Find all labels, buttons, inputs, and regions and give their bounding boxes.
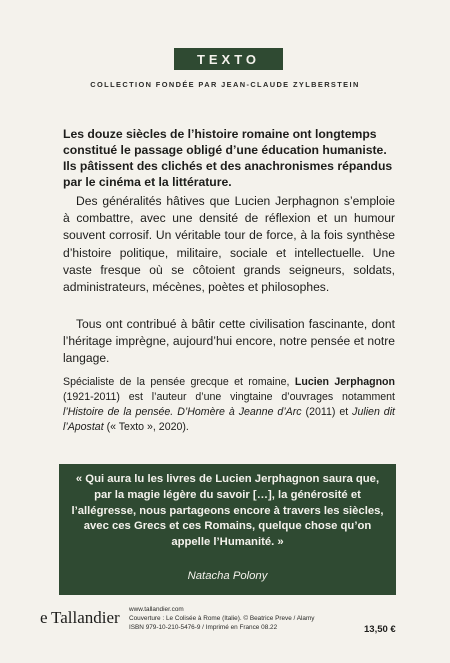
book-title-1: l’Histoire de la pensée. D’Homère à Jeanne d’Arc (63, 406, 302, 418)
bio-text-3: (2011) et (301, 406, 353, 418)
publisher-website: www.tallandier.com (129, 606, 184, 613)
publisher-mark-icon: e (40, 608, 48, 627)
price-tag: 13,50 € (364, 624, 396, 635)
author-bio (63, 375, 395, 435)
isbn-line: ISBN 979-10-210-5476-9 / Imprimé en France 08.22 (129, 624, 278, 632)
bio-text-2: (1921-2011) est l’auteur d’une vingtaine d’ouvrages notamment (63, 391, 395, 403)
quote-text: « Qui aura lu les livres de Lucien Jerphagnon saura que, par la magie légère du savoir […], la générosité et l’allégresse, nous partageons encore à travers les siècles, avec ces Grecs et ces Romains, quelque chose qu’on appelle l’Humanité. » (71, 473, 384, 549)
lead-paragraph: Les douze siècles de l’histoire romaine ont longtemps constitué le passage obligé d’une éducation humaniste. Ils pâtissent des clichés et des anachronismes répandus par le cinéma et la littérature. (63, 127, 393, 189)
publisher-name: Tallandier (51, 608, 120, 627)
quote-author: Natacha Polony (187, 570, 268, 582)
body-paragraph-2: Tous ont contribué à bâtir cette civilisation fascinante, dont l’héritage imprègne, aujourd’hui encore, notre pensée et notre langage. (63, 317, 395, 366)
publisher-logo (40, 608, 120, 628)
body-paragraph-1: Des généralités hâtives que Lucien Jerphagnon s’emploie à combattre, avec une densité de réflexion et un humour souvent corrosif. Un véritable tour de force, à la fois synthèse d’histoire politique, militaire, sociale et intellectuelle. Une vaste fresque où se côtoient grands seigneurs, soldats, administrateurs, mécènes, poètes et philosophes. (63, 194, 395, 295)
bio-text-4: (« Texto », 2020). (103, 421, 189, 433)
cover-credit: Couverture : Le Colisée à Rome (Italie). © Beatrice Preve / Alamy (129, 615, 315, 623)
credits-block (129, 605, 315, 632)
author-name: Lucien Jerphagnon (294, 376, 395, 388)
collection-badge: TEXTO (174, 48, 283, 70)
collection-founder-line: COLLECTION FONDÉE PAR JEAN-CLAUDE ZYLBERSTEIN (90, 80, 360, 89)
quote-box (59, 464, 396, 595)
bio-text-1: Spécialiste de la pensée grecque et romaine, (63, 376, 295, 388)
book-title-2: Julien dit l’Apostat (63, 406, 395, 433)
